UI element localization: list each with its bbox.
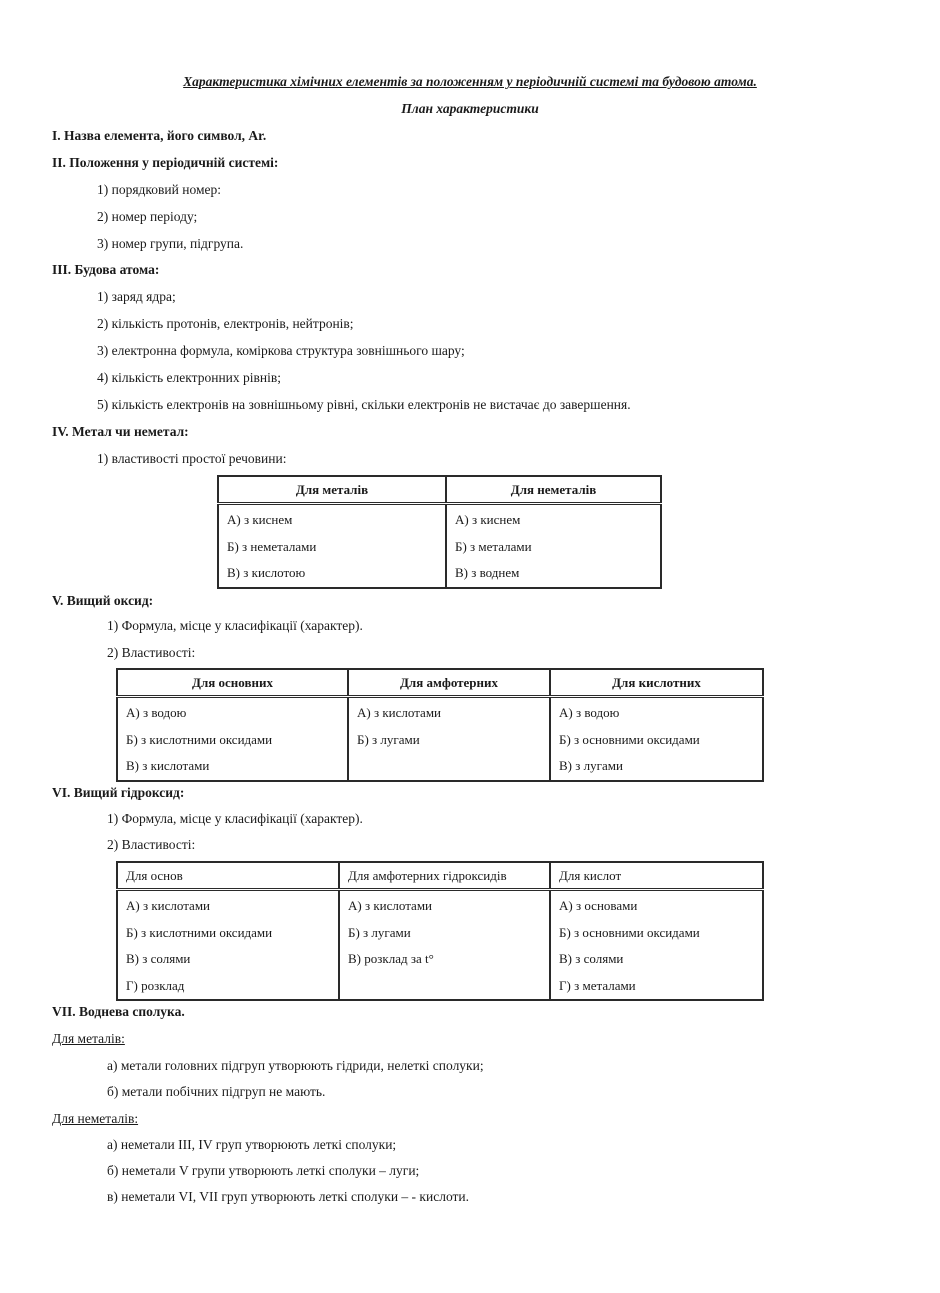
table-row (218, 504, 661, 534)
table-cell (348, 753, 550, 781)
table-row (117, 920, 763, 947)
metals-item: а) метали головних підгруп утворюють гідриди, нелеткі сполуки; (107, 1058, 484, 1073)
section-3-heading: III. Будова атома: (52, 262, 160, 277)
table-row (117, 946, 763, 973)
higher-oxide-properties-table (116, 668, 764, 782)
table-cell: В) з лугами (550, 753, 763, 781)
table-row (218, 560, 661, 588)
table-cell: А) з киснем (218, 504, 446, 534)
nonmetals-item: в) неметали VI, VII груп утворюють леткі сполуки – - кислоти. (107, 1189, 470, 1204)
nonmetals-label: Для неметалів: (52, 1111, 139, 1126)
table-cell: В) з кислотою (218, 560, 446, 588)
table-header-cell: Для амфотерних (348, 669, 550, 697)
section-2-item: 2) номер періоду; (97, 209, 198, 224)
table-cell: Г) з металами (550, 973, 763, 1001)
table-row (117, 727, 763, 754)
table-header-cell: Для основ (117, 862, 339, 890)
table-cell: В) з солями (117, 946, 339, 973)
section-2-item: 3) номер групи, підгрупа. (97, 236, 244, 251)
section-6-heading: VI. Вищий гідроксид: (52, 785, 185, 800)
table-row (117, 890, 763, 920)
table-cell: А) з кислотами (348, 697, 550, 727)
table-cell: А) з водою (550, 697, 763, 727)
section-3-item: 5) кількість електронів на зовнішньому рівні, скільки електронів не вистачає до завершення. (97, 397, 631, 412)
table-cell: А) з основами (550, 890, 763, 920)
table-header-cell: Для основних (117, 669, 348, 697)
section-3-item: 2) кількість протонів, електронів, нейтронів; (97, 316, 354, 331)
table-cell: Б) з кислотними оксидами (117, 727, 348, 754)
table-cell: В) з воднем (446, 560, 661, 588)
table-cell: Б) з основними оксидами (550, 727, 763, 754)
table-header-cell: Для металів (218, 476, 446, 504)
table-row (218, 534, 661, 561)
section-3-item: 4) кількість електронних рівнів; (97, 370, 281, 385)
table-header-cell: Для амфотерних гідроксидів (339, 862, 550, 890)
metals-item: б) метали побічних підгруп не мають. (107, 1084, 326, 1099)
section-6-item: 2) Властивості: (107, 837, 196, 852)
section-3-item: 1) заряд ядра; (97, 289, 176, 304)
table-header-cell: Для кислотних (550, 669, 763, 697)
table-cell: А) з кислотами (339, 890, 550, 920)
table-cell: В) з кислотами (117, 753, 348, 781)
document-title: Характеристика хімічних елементів за положенням у періодичній системі та будовою атома. (183, 74, 757, 89)
table-header-cell: Для неметалів (446, 476, 661, 504)
table-cell: Б) з неметалами (218, 534, 446, 561)
document-subtitle: План характеристики (401, 101, 539, 116)
section-5-heading: V. Вищий оксид: (52, 593, 154, 608)
section-6-item: 1) Формула, місце у класифікації (характер). (107, 811, 363, 826)
table-cell: В) розклад за t° (339, 946, 550, 973)
metals-label: Для металів: (52, 1031, 125, 1046)
higher-hydroxide-properties-table (116, 861, 764, 1001)
nonmetals-item: б) неметали V групи утворюють леткі сполуки – луги; (107, 1163, 420, 1178)
table-row (117, 697, 763, 727)
section-3-item: 3) електронна формула, коміркова структура зовнішнього шару; (97, 343, 465, 358)
table-row (117, 753, 763, 781)
table-cell: В) з солями (550, 946, 763, 973)
table-cell: Б) з основними оксидами (550, 920, 763, 947)
section-5-item: 1) Формула, місце у класифікації (характер). (107, 618, 363, 633)
table-cell: А) з киснем (446, 504, 661, 534)
section-5-item: 2) Властивості: (107, 645, 196, 660)
section-2-item: 1) порядковий номер: (97, 182, 221, 197)
section-7-heading: VII. Воднева сполука. (52, 1004, 185, 1019)
nonmetals-item: а) неметали III, IV груп утворюють леткі сполуки; (107, 1137, 397, 1152)
section-4-item: 1) властивості простої речовини: (97, 451, 287, 466)
table-cell: Б) з кислотними оксидами (117, 920, 339, 947)
simple-substance-properties-table (217, 475, 662, 589)
table-header-cell: Для кислот (550, 862, 763, 890)
table-cell: Б) з лугами (339, 920, 550, 947)
section-4-heading: IV. Метал чи неметал: (52, 424, 189, 439)
section-2-heading: II. Положення у періодичній системі: (52, 155, 279, 170)
table-cell: Г) розклад (117, 973, 339, 1001)
table-row (117, 973, 763, 1001)
section-1-heading: I. Назва елемента, його символ, Ar. (52, 128, 267, 143)
table-cell: А) з водою (117, 697, 348, 727)
table-cell: А) з кислотами (117, 890, 339, 920)
table-cell: Б) з металами (446, 534, 661, 561)
table-cell (339, 973, 550, 1001)
table-cell: Б) з лугами (348, 727, 550, 754)
